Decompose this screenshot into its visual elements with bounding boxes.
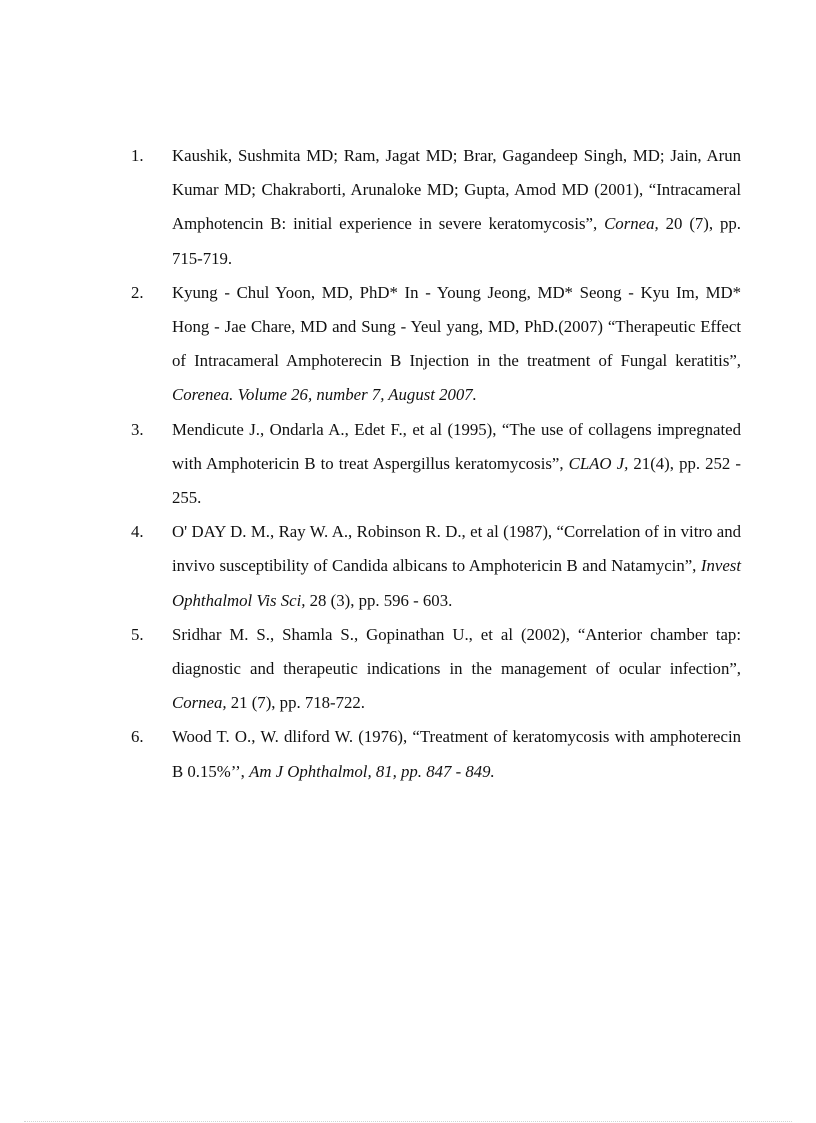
- reference-journal: Cornea,: [604, 214, 659, 234]
- reference-item: [131, 139, 741, 276]
- reference-text: O' DAY D. M., Ray W. A., Robinson R. D., et al (1987), “Correlation of in vitro and invivo susceptibility of Candida albicans to Amphotericin B and Natamycin”,: [172, 522, 741, 576]
- reference-item: [131, 276, 741, 413]
- reference-body: [172, 276, 741, 413]
- reference-list: [131, 139, 741, 789]
- reference-tail: Volume 26, number 7, August 2007.: [233, 385, 477, 405]
- reference-journal: Invest Ophthalmol Vis Sci,: [172, 556, 741, 610]
- page-bottom-divider: [24, 1121, 792, 1122]
- reference-item: [131, 618, 741, 721]
- reference-journal: Am J Ophthalmol,: [249, 761, 372, 781]
- reference-journal: CLAO J,: [568, 453, 629, 473]
- reference-number: 2.: [131, 282, 144, 302]
- reference-text: Mendicute J., Ondarla A., Edet F., et al (1995), “The use of collagens impregnated with Amphotericin B to treat Aspergillus keratomycosis”,: [172, 419, 741, 473]
- reference-text: Kaushik, Sushmita MD; Ram, Jagat MD; Brar, Gagandeep Singh, MD; Jain, Arun Kumar MD; Chakraborti, Arunaloke MD; Gupta, Amod MD (2001), “Intracameral Amphotencin B: initial experience in severe keratomycosis”,: [172, 146, 741, 234]
- reference-number: 5.: [131, 624, 144, 644]
- reference-number: 1.: [131, 146, 144, 165]
- reference-journal: Corenea.: [172, 385, 234, 405]
- reference-body: [172, 515, 741, 618]
- reference-text: Kyung - Chul Yoon, MD, PhD* In - Young Jeong, MD* Seong - Kyu Im, MD* Hong - Jae Chare, MD and Sung - Yeul yang, MD, PhD.(2007) “Therapeutic Effect of Intracameral Amphoterecin B Injection in the treatment of Fungal keratitis”,: [172, 282, 741, 371]
- reference-tail: 81, pp. 847 - 849.: [371, 761, 495, 781]
- reference-number: 6.: [131, 727, 144, 747]
- reference-details: 20 (7), pp. 715-719.: [172, 214, 742, 268]
- reference-number: 3.: [131, 419, 144, 439]
- reference-item: [131, 515, 741, 618]
- reference-details: 21 (7), pp. 718-722.: [226, 693, 365, 713]
- reference-body: [172, 139, 741, 276]
- reference-text: Wood T. O., W. dliford W. (1976), “Treatment of keratomycosis with amphoterecin B 0.15%’’,: [172, 727, 741, 781]
- reference-body: [172, 720, 741, 788]
- reference-details: 28 (3), pp. 596 - 603.: [305, 590, 453, 610]
- reference-body: [172, 413, 741, 516]
- reference-number: 4.: [131, 522, 144, 542]
- reference-item: [131, 413, 741, 516]
- reference-journal: Cornea,: [172, 693, 227, 713]
- reference-text: Sridhar M. S., Shamla S., Gopinathan U., et al (2002), “Anterior chamber tap: diagnostic and therapeutic indications in the management of ocular infection”,: [172, 624, 741, 679]
- reference-item: [131, 720, 741, 788]
- reference-details: 21(4), pp. 252 - 255.: [172, 453, 742, 508]
- reference-body: [172, 618, 741, 721]
